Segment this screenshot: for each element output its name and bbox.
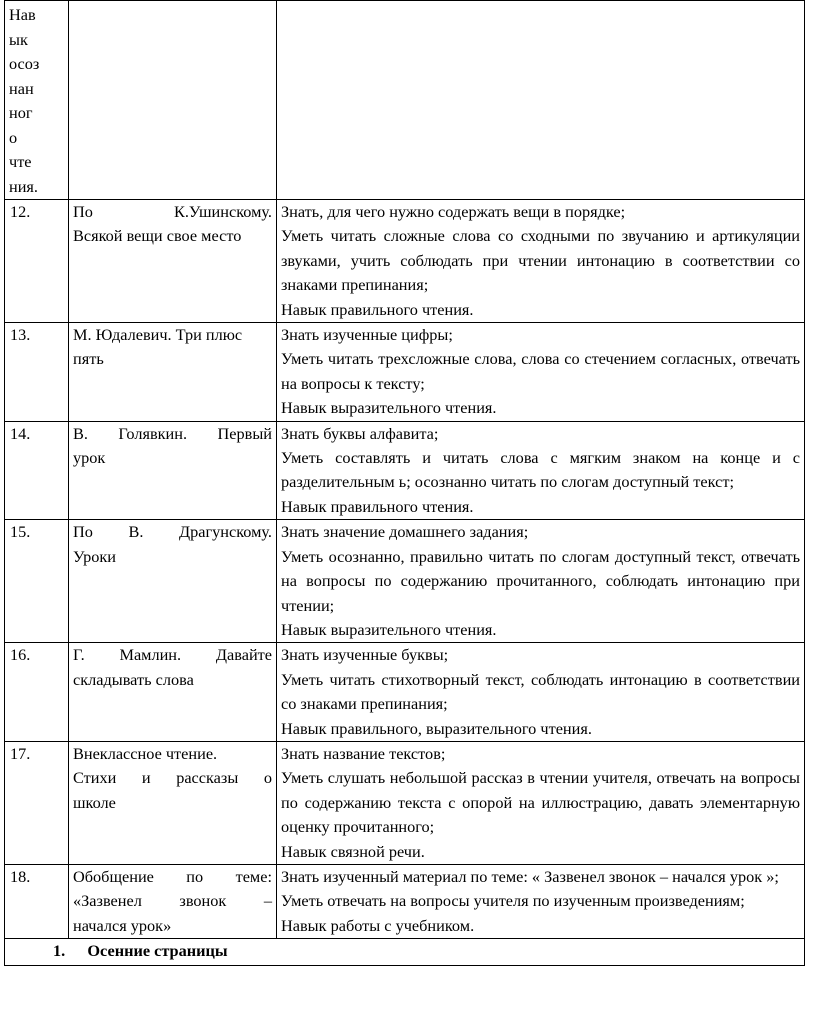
lesson-number: 13. (5, 323, 69, 422)
lesson-title-line: Внеклассное чтение. (73, 743, 218, 763)
header-line: ния. (9, 176, 38, 196)
table-row (5, 1, 805, 200)
goal-text: Навык выразительного чтения. (281, 398, 497, 418)
section-row (5, 939, 805, 966)
lesson-title-line: Обобщение по теме: (73, 866, 272, 886)
lesson-title-line: урок (73, 448, 106, 468)
table-row (5, 421, 805, 520)
header-line: чте (9, 152, 32, 171)
skill-header-cell (5, 1, 69, 200)
lesson-title-line: В. Голявкин. Первый (73, 423, 272, 443)
empty-cell (277, 1, 805, 200)
table-row (5, 643, 805, 742)
goal-text: Навык правильного, выразительного чтения. (281, 718, 592, 738)
goal-text: Уметь слушать небольшой рассказ в чтении учителя, отвечать на вопросы по содержанию текста с опорой на иллюстрацию, давать элементарную оценку прочитанного; (281, 768, 800, 837)
lesson-plan-table (4, 0, 805, 966)
lesson-title-line: школе (73, 792, 116, 812)
goal-text: Навык связной речи. (281, 841, 425, 861)
lesson-number: 17. (5, 741, 69, 864)
lesson-goals-cell (277, 323, 805, 422)
lesson-title-line: М. Юдалевич. Три плюс (73, 325, 243, 345)
lesson-goals-cell (277, 200, 805, 323)
table-row (5, 200, 805, 323)
goal-text: Знать изученный материал по теме: « Зазвенел звонок – начался урок »; (281, 866, 779, 886)
lesson-title-line: «Зазвенел звонок – (73, 891, 272, 911)
lesson-title-cell (69, 741, 277, 864)
goal-text: Знать буквы алфавита; (281, 423, 439, 443)
section-title: Осенние страницы (87, 941, 228, 961)
goal-text: Уметь читать трехсложные слова, слова со стечением согласных, отвечать на вопросы к тексту; (281, 349, 800, 393)
header-line: ык (9, 29, 28, 49)
lesson-title-line: Г. Мамлин. Давайте (73, 645, 272, 665)
goal-text: Уметь составлять и читать слова с мягким знаком на конце и с разделительным ь; осознанно читать по слогам доступный текст; (281, 448, 800, 492)
lesson-title-cell (69, 323, 277, 422)
lesson-title-cell (69, 421, 277, 520)
lesson-title-line: пять (73, 349, 104, 369)
goal-text: Знать, для чего нужно содержать вещи в порядке; (281, 202, 626, 221)
goal-text: Знать изученные цифры; (281, 325, 453, 345)
goal-text: Уметь осознанно, правильно читать по слогам доступный текст, отвечать на вопросы по содержанию прочитанного, соблюдать интонацию при чтении; (281, 546, 800, 615)
table-row (5, 520, 805, 643)
goal-text: Навык выразительного чтения. (281, 619, 497, 639)
empty-cell (69, 1, 277, 200)
goal-text: Знать значение домашнего задания; (281, 522, 529, 542)
table-row (5, 323, 805, 422)
lesson-goals-cell (277, 520, 805, 643)
section-heading (5, 939, 805, 966)
header-line: Нав (9, 5, 36, 24)
lesson-goals-cell (277, 741, 805, 864)
lesson-title-line: начался урок» (73, 915, 172, 935)
lesson-title-line: Стихи и рассказы о (73, 768, 272, 788)
lesson-title-line: Всякой вещи свое место (73, 226, 242, 246)
goal-text: Уметь читать сложные слова со сходными по звучанию и артикуляции звуками, учить соблюдать при чтении интонацию в соответствии со знаками препинания; (281, 226, 800, 295)
lesson-goals-cell (277, 421, 805, 520)
goal-text: Уметь отвечать на вопросы учителя по изученным произведениям; (281, 891, 745, 911)
lesson-title-line: складывать слова (73, 669, 194, 689)
header-line: ног (9, 103, 33, 122)
lesson-title-cell (69, 643, 277, 742)
lesson-number: 15. (5, 520, 69, 643)
lesson-goals-cell (277, 643, 805, 742)
lesson-number: 16. (5, 643, 69, 742)
goal-text: Уметь читать стихотворный текст, соблюдать интонацию в соответствии со знаками препинания; (281, 669, 800, 714)
lesson-title-cell (69, 864, 277, 938)
header-line: нан (9, 78, 34, 98)
lesson-title-line: По В. Драгунскому. (73, 522, 272, 542)
goal-text: Навык правильного чтения. (281, 299, 474, 319)
table-row (5, 741, 805, 864)
goal-text: Навык работы с учебником. (281, 915, 475, 935)
goal-text: Навык правильного чтения. (281, 496, 474, 516)
goal-text: Знать название текстов; (281, 743, 446, 763)
lesson-title-line: Уроки (73, 546, 116, 566)
lesson-number: 12. (5, 200, 69, 323)
header-line: о (9, 127, 18, 147)
lesson-number: 14. (5, 421, 69, 520)
header-line: осоз (9, 54, 40, 73)
lesson-title-cell (69, 200, 277, 323)
table-row (5, 864, 805, 938)
lesson-goals-cell (277, 864, 805, 938)
lesson-title-line: По К.Ушинскому. (73, 202, 272, 221)
goal-text: Знать изученные буквы; (281, 645, 449, 665)
lesson-title-cell (69, 520, 277, 643)
section-number: 1. (53, 941, 66, 961)
lesson-number: 18. (5, 864, 69, 938)
